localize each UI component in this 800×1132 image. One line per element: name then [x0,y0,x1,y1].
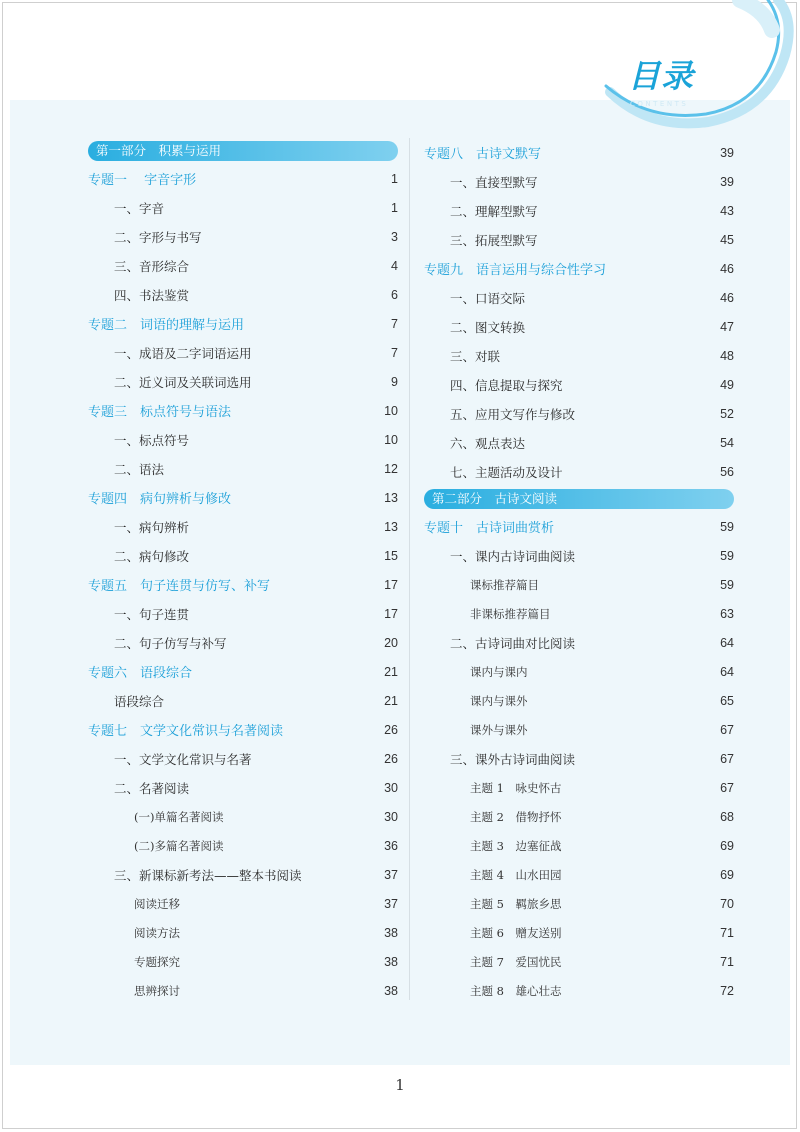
entry-page-number: 46 [720,290,734,305]
entry-title: 专题探究 [134,954,180,969]
entry-page-number: 15 [384,548,398,563]
toc-entry[interactable] [88,860,398,889]
entry-page-number: 17 [384,577,398,592]
entry-page-number: 67 [720,722,734,737]
toc-entry[interactable] [424,889,734,918]
entry-title: 三、音形综合 [114,258,190,274]
entry-page-number: 1 [391,171,398,186]
entry-title: 一、句子连贯 [114,606,190,622]
toc-entry[interactable] [88,686,398,715]
entry-title: 六、观点表达 [450,435,526,451]
entry-page-number: 13 [384,490,398,505]
entry-title: 一、字音 [114,200,165,216]
entry-title: 四、信息提取与探究 [450,377,563,393]
page-number: 1 [395,1076,405,1094]
toc-entry[interactable] [88,280,398,309]
entry-page-number: 56 [720,464,734,479]
entry-title: 二、近义词及关联词选用 [114,374,252,390]
entry-title: 阅读方法 [134,925,180,940]
toc-entry[interactable] [424,831,734,860]
entry-page-number: 21 [384,693,398,708]
entry-title: 五、应用文写作与修改 [450,406,576,422]
entry-title: 四、书法鉴赏 [114,287,190,303]
entry-title: 主题 7 爱国忧民 [470,954,562,969]
entry-page-number: 30 [384,809,398,824]
entry-page-number: 59 [720,548,734,563]
entry-page-number: 37 [384,896,398,911]
toc-topic-entry[interactable] [88,309,398,338]
toc-entry[interactable] [424,283,734,312]
toc-entry[interactable] [88,541,398,570]
entry-page-number: 7 [391,316,398,331]
entry-title: 主题 8 雄心壮志 [470,983,562,998]
entry-title: 思辨探讨 [134,983,180,998]
entry-page-number: 64 [720,635,734,650]
entry-title: 专题七 文学文化常识与名著阅读 [88,724,284,739]
entry-title: 三、对联 [450,348,501,364]
entry-page-number: 37 [384,867,398,882]
entry-page-number: 26 [384,751,398,766]
toc-entry[interactable] [88,831,398,860]
entry-page-number: 36 [384,838,398,853]
entry-title: 二、病句修改 [114,548,190,564]
toc-entry[interactable] [424,341,734,370]
entry-title: 三、拓展型默写 [450,232,538,248]
entry-title: 二、名著阅读 [114,780,190,796]
entry-page-number: 1 [391,200,398,215]
entry-title: 二、理解型默写 [450,203,538,219]
entry-page-number: 59 [720,577,734,592]
entry-title: 专题五 句子连贯与仿写、补写 [88,579,271,594]
entry-title: 二、语法 [114,461,165,477]
entry-page-number: 43 [720,203,734,218]
toc-entry[interactable] [88,251,398,280]
toc-entry[interactable] [88,976,398,1005]
entry-page-number: 39 [720,174,734,189]
entry-page-number: 20 [384,635,398,650]
entry-page-number: 49 [720,377,734,392]
toc-entry[interactable] [424,457,734,486]
toc-entry[interactable] [88,773,398,802]
entry-title: 七、主题活动及设计 [450,464,563,480]
entry-title: 非课标推荐篇目 [470,606,551,621]
toc-entry[interactable] [424,947,734,976]
entry-title: (二)多篇名著阅读 [134,838,224,853]
entry-page-number: 38 [384,925,398,940]
part-title: 第二部分 古诗文阅读 [424,489,734,509]
entry-title: 一、标点符号 [114,432,190,448]
entry-title: 阅读迁移 [134,896,180,911]
entry-page-number: 68 [720,809,734,824]
entry-title: 一、成语及二字词语运用 [114,345,252,361]
entry-title: 二、句子仿写与补写 [114,635,227,651]
entry-page-number: 12 [384,461,398,476]
toc-entry[interactable] [88,193,398,222]
entry-page-number: 30 [384,780,398,795]
entry-page-number: 67 [720,751,734,766]
toc-entry[interactable] [88,802,398,831]
entry-title: 专题九 语言运用与综合性学习 [424,263,607,278]
toc-part-header[interactable] [424,488,734,510]
entry-title: 一、口语交际 [450,290,526,306]
entry-page-number: 10 [384,432,398,447]
entry-page-number: 48 [720,348,734,363]
entry-title: 二、图文转换 [450,319,526,335]
toc-entry[interactable] [424,657,734,686]
toc-entry[interactable] [424,860,734,889]
toc-title: 目录 [628,57,695,95]
entry-title: 一、病句辨析 [114,519,190,535]
entry-page-number: 47 [720,319,734,334]
toc-entry[interactable] [424,976,734,1005]
entry-page-number: 59 [720,519,734,534]
toc-topic-entry[interactable] [88,483,398,512]
entry-page-number: 38 [384,954,398,969]
toc-entry[interactable] [424,541,734,570]
entry-title: 专题三 标点符号与语法 [88,405,232,420]
entry-title: 课外与课外 [470,722,528,737]
entry-page-number: 38 [384,983,398,998]
entry-title: 专题一 字音字形 [88,173,197,188]
entry-title: 专题四 病句辨析与修改 [88,492,232,507]
toc-entry[interactable] [424,370,734,399]
entry-page-number: 65 [720,693,734,708]
entry-page-number: 10 [384,403,398,418]
entry-page-number: 52 [720,406,734,421]
toc-topic-entry[interactable] [88,657,398,686]
entry-title: 专题六 语段综合 [88,666,193,681]
toc-entry[interactable] [424,399,734,428]
toc-entry[interactable] [424,773,734,802]
toc-entry[interactable] [424,312,734,341]
entry-page-number: 63 [720,606,734,621]
toc-entry[interactable] [424,744,734,773]
entry-page-number: 46 [720,261,734,276]
toc-topic-entry[interactable] [88,715,398,744]
toc-topic-entry[interactable] [88,164,398,193]
entry-page-number: 39 [720,145,734,160]
toc-entry[interactable] [424,196,734,225]
entry-title: 主题 5 羁旅乡思 [470,896,562,911]
toc-entry[interactable] [88,889,398,918]
entry-title: 二、字形与书写 [114,229,202,245]
toc-left-column [88,138,398,1005]
entry-title: 课内与课外 [470,693,528,708]
toc-entry[interactable] [424,628,734,657]
toc-entry[interactable] [88,367,398,396]
toc-entry[interactable] [424,715,734,744]
entry-title: 一、课内古诗词曲阅读 [450,548,576,564]
toc-entry[interactable] [424,599,734,628]
entry-page-number: 17 [384,606,398,621]
part-title: 第一部分 积累与运用 [88,141,398,161]
entry-title: 主题 3 边塞征战 [470,838,562,853]
toc-entry[interactable] [88,425,398,454]
toc-entry[interactable] [424,802,734,831]
entry-title: 课标推荐篇目 [470,577,539,592]
toc-part-header[interactable] [88,140,398,162]
entry-title: 语段综合 [114,693,165,709]
toc-entry[interactable] [424,428,734,457]
entry-title: 专题八 古诗文默写 [424,147,542,162]
entry-page-number: 7 [391,345,398,360]
entry-page-number: 70 [720,896,734,911]
toc-right-column [424,138,734,1005]
toc-topic-entry[interactable] [88,396,398,425]
entry-page-number: 71 [720,954,734,969]
entry-page-number: 26 [384,722,398,737]
entry-page-number: 64 [720,664,734,679]
column-divider [409,138,410,1000]
entry-page-number: 67 [720,780,734,795]
toc-entry[interactable] [88,454,398,483]
entry-page-number: 9 [391,374,398,389]
toc-entry[interactable] [424,918,734,947]
toc-topic-entry[interactable] [424,254,734,283]
entry-page-number: 3 [391,229,398,244]
entry-title: 一、文学文化常识与名著 [114,751,252,767]
toc-entry[interactable] [88,918,398,947]
entry-page-number: 6 [391,287,398,302]
toc-topic-entry[interactable] [424,512,734,541]
toc-topic-entry[interactable] [88,570,398,599]
toc-entry[interactable] [88,599,398,628]
entry-title: 课内与课内 [470,664,528,679]
toc-entry[interactable] [88,628,398,657]
entry-title: 三、新课标新考法——整本书阅读 [114,867,302,883]
entry-title: 主题 1 咏史怀古 [470,780,562,795]
entry-page-number: 13 [384,519,398,534]
entry-title: 主题 2 借物抒怀 [470,809,562,824]
toc-entry[interactable] [88,744,398,773]
entry-title: 主题 4 山水田园 [470,867,562,882]
toc-topic-entry[interactable] [424,138,734,167]
entry-title: (一)单篇名著阅读 [134,809,224,824]
entry-page-number: 45 [720,232,734,247]
entry-title: 三、课外古诗词曲阅读 [450,751,576,767]
toc-entry[interactable] [424,225,734,254]
toc-entry[interactable] [88,512,398,541]
entry-page-number: 72 [720,983,734,998]
entry-title: 专题二 词语的理解与运用 [88,318,245,333]
entry-title: 主题 6 赠友送别 [470,925,562,940]
entry-page-number: 4 [391,258,398,273]
toc-entry[interactable] [88,222,398,251]
entry-page-number: 71 [720,925,734,940]
entry-title: 专题十 古诗词曲赏析 [424,521,555,536]
entry-page-number: 21 [384,664,398,679]
toc-entry[interactable] [88,947,398,976]
toc-entry[interactable] [88,338,398,367]
toc-subtitle: CONTENTS [630,100,689,108]
entry-title: 二、古诗词曲对比阅读 [450,635,576,651]
toc-entry[interactable] [424,570,734,599]
toc-entry[interactable] [424,167,734,196]
entry-page-number: 69 [720,838,734,853]
entry-title: 一、直接型默写 [450,174,538,190]
entry-page-number: 54 [720,435,734,450]
toc-entry[interactable] [424,686,734,715]
entry-page-number: 69 [720,867,734,882]
